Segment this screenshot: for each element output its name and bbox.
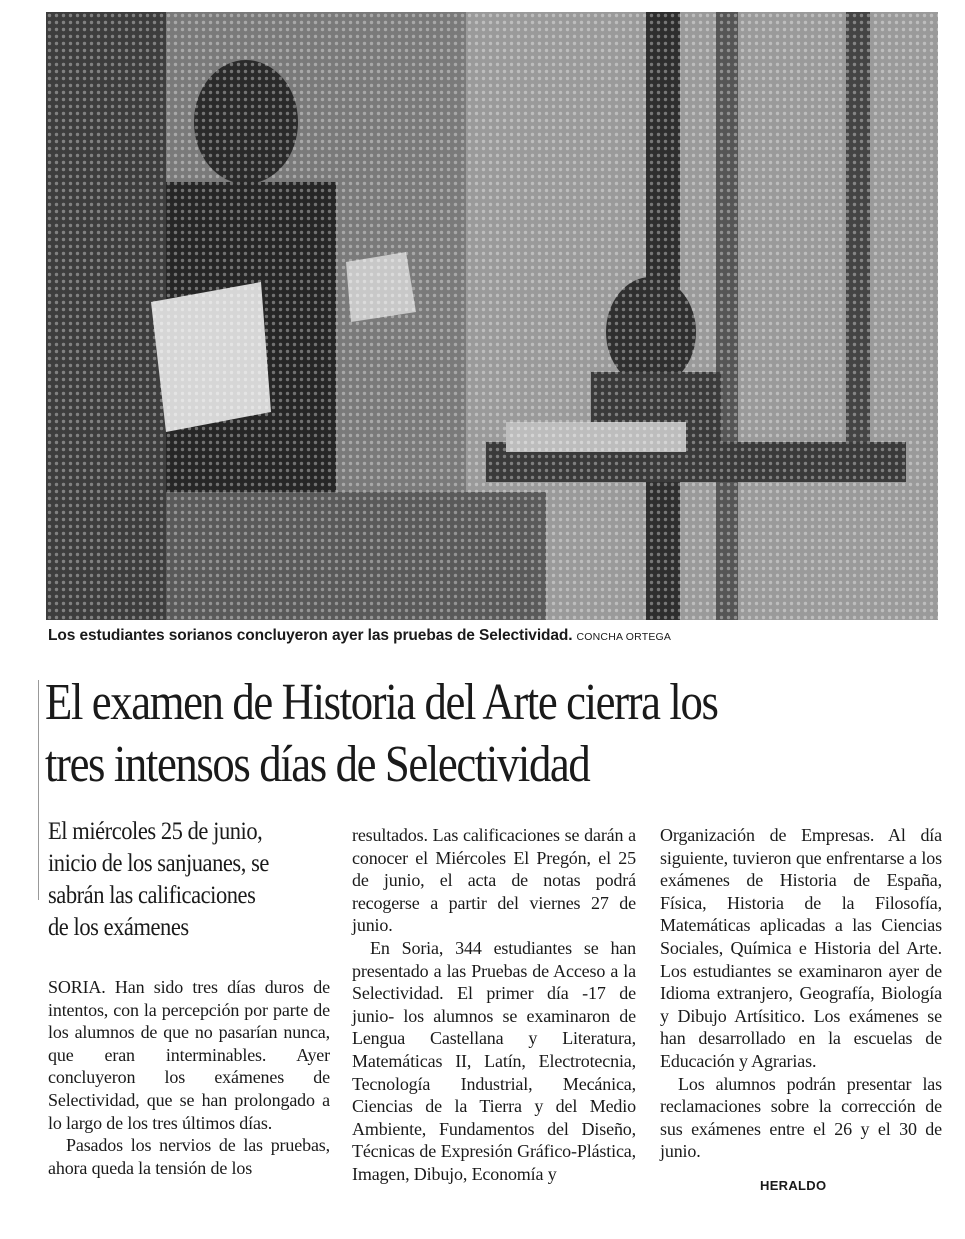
paragraph: SORIA. Han sido tres días duros de intentos, con la percepción por parte de los alumnos de que no pasarían nunca, que eran interminables. Ayer concluyeron los exámenes de Selectividad, que se han prolongado a lo largo de los tres últimos días.	[48, 977, 330, 1133]
deck-line: El miércoles 25 de junio,	[48, 818, 263, 845]
headline-line-2: tres intensos días de Selectividad	[45, 736, 590, 793]
paragraph: Los alumnos podrán presentar las reclamaciones sobre la corrección de sus exámenes entre el 26 y el 30 de junio.	[660, 1073, 942, 1162]
article-column-3	[660, 824, 942, 1163]
deck-line: sabrán las calificaciones	[48, 882, 256, 909]
column-rule	[38, 680, 39, 900]
byline-signature: HERALDO	[760, 1178, 827, 1193]
paragraph: resultados. Las calificaciones se darán a conocer el Miércoles El Pregón, el 25 de junio, el acta de notas podrá recogerse a partir del viernes 27 de junio.	[352, 825, 636, 936]
article-column-2	[352, 824, 636, 1186]
subheadline	[48, 816, 318, 944]
classroom-photo	[46, 12, 938, 620]
caption-text: Los estudiantes sorianos concluyeron ayer las pruebas de Selectividad.	[48, 627, 573, 644]
photo-caption	[48, 627, 928, 645]
paragraph: Pasados los nervios de las pruebas, ahora queda la tensión de los	[48, 1135, 330, 1178]
photo-credit: CONCHA ORTEGA	[576, 631, 672, 643]
deck-line: inicio de los sanjuanes, se	[48, 850, 269, 877]
paragraph: Organización de Empresas. Al día siguiente, tuvieron que enfrentarse a los exámenes de Historia de España, Física, Historia de la Filosofía, Matemáticas aplicadas a las Ciencias Sociales, Química e Historia del Arte. Los estudiantes se examinaron ayer de Idioma extranjero, Geografía, Biología y Dibujo Artísitico. Los exámenes se han desarrollado en la escuelas de Educación y Agrarias.	[660, 825, 942, 1071]
paragraph: En Soria, 344 estudiantes se han presentado a las Pruebas de Acceso a la Selectividad. El primer día -17 de junio- los alumnos se examinaron de Lengua Castellana y Literatura, Matemáticas II, Latín, Electrotecnia, Tecnología Industrial, Mecánica, Ciencias de la Tierra y del Medio Ambiente, Fundamentos del Diseño, Técnicas de Expresión Gráfico-Plástica, Imagen, Dibujo, Economía y	[352, 937, 636, 1184]
photo-image	[46, 12, 938, 620]
article-column-1	[48, 976, 330, 1179]
headline	[45, 672, 819, 796]
headline-line-1: El examen de Historia del Arte cierra los	[45, 674, 718, 731]
deck-line: de los exámenes	[48, 914, 189, 941]
